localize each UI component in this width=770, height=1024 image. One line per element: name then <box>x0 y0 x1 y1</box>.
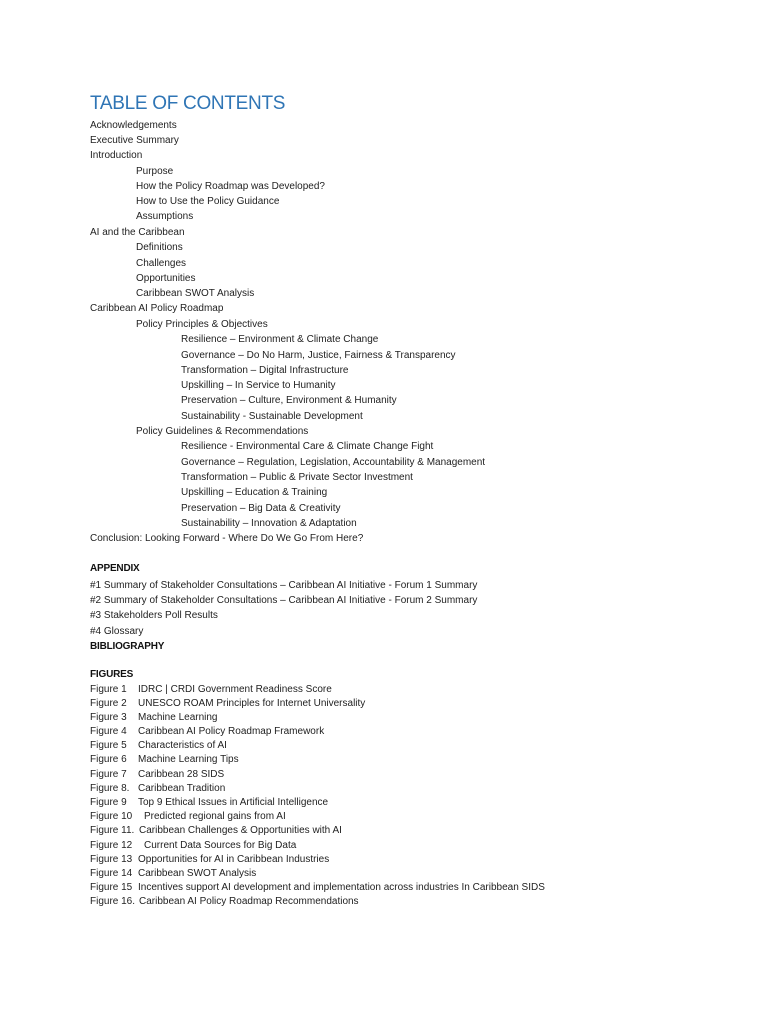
figure-number: Figure 8. <box>90 783 130 794</box>
figure-title: Incentives support AI development and implementation across industries In Caribbean SIDS <box>138 882 545 893</box>
appendix-heading: APPENDIX <box>90 563 140 574</box>
figure-title: Caribbean Challenges & Opportunities with AI <box>139 825 342 836</box>
figure-number: Figure 4 <box>90 726 127 737</box>
figure-title: Opportunities for AI in Caribbean Industries <box>138 854 330 865</box>
page-title: TABLE OF CONTENTS <box>90 93 286 114</box>
toc-entry-acknowledgements: Acknowledgements <box>90 120 177 131</box>
toc-entry-how-developed: How the Policy Roadmap was Developed? <box>136 181 325 192</box>
appendix-item-3: #3 Stakeholders Poll Results <box>90 610 218 621</box>
figure-title: Caribbean AI Policy Roadmap Framework <box>138 726 325 737</box>
figure-number: Figure 10 <box>90 811 133 822</box>
figure-number: Figure 1 <box>90 684 127 695</box>
toc-entry-conclusion: Conclusion: Looking Forward - Where Do We Go From Here? <box>90 533 364 544</box>
figure-title: Top 9 Ethical Issues in Artificial Intelligence <box>138 797 329 808</box>
figure-title: Characteristics of AI <box>138 740 227 751</box>
figure-number: Figure 12 <box>90 840 133 851</box>
figure-number: Figure 7 <box>90 769 127 780</box>
toc-entry-governance-1: Governance – Do No Harm, Justice, Fairness & Transparency <box>181 350 456 361</box>
figures-heading: FIGURES <box>90 669 134 680</box>
toc-entry-preservation-2: Preservation – Big Data & Creativity <box>181 503 341 514</box>
figure-number: Figure 15 <box>90 882 133 893</box>
toc-entry-resilience-1: Resilience – Environment & Climate Change <box>181 334 379 345</box>
toc-entry-upskilling-2: Upskilling – Education & Training <box>181 487 328 498</box>
toc-entry-transformation-2: Transformation – Public & Private Sector Investment <box>181 472 413 483</box>
figure-number: Figure 9 <box>90 797 127 808</box>
figure-title: Current Data Sources for Big Data <box>144 840 297 851</box>
figure-number: Figure 11. <box>90 825 135 836</box>
figure-number: Figure 5 <box>90 740 127 751</box>
toc-entry-challenges: Challenges <box>136 258 187 269</box>
toc-entry-purpose: Purpose <box>136 166 174 177</box>
figure-title: Caribbean SWOT Analysis <box>138 868 257 879</box>
toc-entry-transformation-1: Transformation – Digital Infrastructure <box>181 365 349 376</box>
appendix-item-4: #4 Glossary <box>90 626 144 637</box>
toc-entry-swot: Caribbean SWOT Analysis <box>136 288 255 299</box>
figure-number: Figure 16. <box>90 896 136 907</box>
figure-title: Machine Learning Tips <box>138 754 239 765</box>
toc-entry-principles: Policy Principles & Objectives <box>136 319 268 330</box>
figure-title: UNESCO ROAM Principles for Internet Universality <box>138 698 366 709</box>
toc-entry-how-to-use: How to Use the Policy Guidance <box>136 196 280 207</box>
toc-entry-sustainability-1: Sustainability - Sustainable Development <box>181 411 363 422</box>
toc-entry-guidelines: Policy Guidelines & Recommendations <box>136 426 309 437</box>
toc-entry-definitions: Definitions <box>136 242 183 253</box>
figure-title: Caribbean AI Policy Roadmap Recommendations <box>139 896 359 907</box>
toc-entry-ai-and-caribbean: AI and the Caribbean <box>90 227 185 238</box>
toc-entry-governance-2: Governance – Regulation, Legislation, Accountability & Management <box>181 457 486 468</box>
toc-entry-resilience-2: Resilience - Environmental Care & Climate Change Fight <box>181 441 434 452</box>
figure-title: Machine Learning <box>138 712 218 723</box>
bibliography-heading: BIBLIOGRAPHY <box>90 641 165 652</box>
appendix-item-2: #2 Summary of Stakeholder Consultations – Caribbean AI Initiative - Forum 2 Summary <box>90 595 478 606</box>
toc-entry-assumptions: Assumptions <box>136 211 194 222</box>
figure-title: Caribbean Tradition <box>138 783 226 794</box>
toc-entry-executive-summary: Executive Summary <box>90 135 179 146</box>
figure-number: Figure 14 <box>90 868 133 879</box>
figure-number: Figure 2 <box>90 698 127 709</box>
figure-number: Figure 3 <box>90 712 127 723</box>
figure-title: IDRC | CRDI Government Readiness Score <box>138 684 332 695</box>
toc-entry-sustainability-2: Sustainability – Innovation & Adaptation <box>181 518 357 529</box>
toc-entry-opportunities: Opportunities <box>136 273 196 284</box>
appendix-item-1: #1 Summary of Stakeholder Consultations – Caribbean AI Initiative - Forum 1 Summary <box>90 580 478 591</box>
figure-number: Figure 13 <box>90 854 133 865</box>
figure-title: Caribbean 28 SIDS <box>138 769 225 780</box>
toc-entry-introduction: Introduction <box>90 150 143 161</box>
figure-title: Predicted regional gains from AI <box>144 811 286 822</box>
figure-number: Figure 6 <box>90 754 127 765</box>
toc-entry-preservation-1: Preservation – Culture, Environment & Humanity <box>181 395 397 406</box>
toc-entry-policy-roadmap: Caribbean AI Policy Roadmap <box>90 303 224 314</box>
toc-entry-upskilling-1: Upskilling – In Service to Humanity <box>181 380 336 391</box>
